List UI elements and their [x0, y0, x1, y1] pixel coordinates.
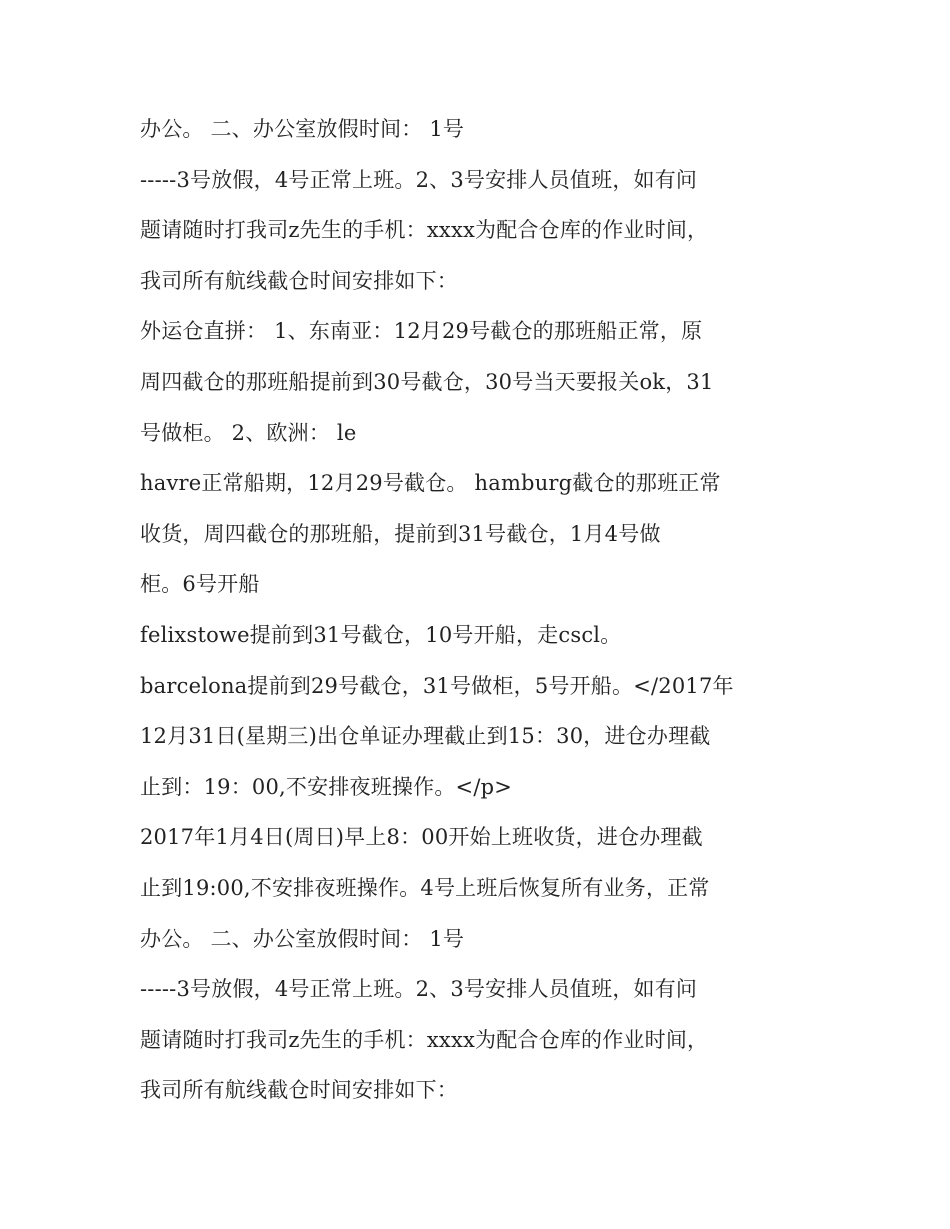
text-line: 止到：19：00,不安排夜班操作。</p>: [140, 774, 513, 799]
text-line: 题请随时打我司z先生的手机：xxxx为配合仓库的作业时间，: [140, 1027, 709, 1052]
text-line: 我司所有航线截仓时间安排如下：: [140, 268, 458, 293]
text-line: havre正常船期，12月29号截仓。 hamburg截仓的那班正常: [140, 471, 721, 496]
text-line: 题请随时打我司z先生的手机：xxxx为配合仓库的作业时间，: [140, 218, 709, 243]
text-line: 2017年1月4日(周日)早上8：00开始上班收货，进仓办理截: [140, 825, 703, 850]
text-line: 外运仓直拼： 1、东南亚：12月29号截仓的那班船正常，原: [140, 319, 703, 344]
text-line: barcelona提前到29号截仓，31号做柜，5号开船。</2017年: [140, 673, 734, 698]
text-line: -----3号放假，4号正常上班。2、3号安排人员值班，如有问: [140, 977, 698, 1002]
text-line: 柜。6号开船: [140, 572, 260, 597]
text-line: 止到19:00,不安排夜班操作。4号上班后恢复所有业务，正常: [140, 875, 710, 900]
text-line: 收货，周四截仓的那班船，提前到31号截仓，1月4号做: [140, 521, 661, 546]
text-line: -----3号放假，4号正常上班。2、3号安排人员值班，如有问: [140, 167, 698, 192]
text-line: 我司所有航线截仓时间安排如下：: [140, 1078, 458, 1103]
text-line: 周四截仓的那班船提前到30号截仓，30号当天要报关ok，31: [140, 369, 714, 394]
body-text: [140, 104, 820, 1116]
text-line: 号做柜。 2、欧洲： le: [140, 420, 357, 445]
text-line: 办公。 二、办公室放假时间： 1号: [140, 926, 465, 951]
text-line: 12月31日(星期三)出仓单证办理截止到15：30，进仓办理截: [140, 724, 711, 749]
text-line: felixstowe提前到31号截仓，10号开船，走cscl。: [140, 622, 622, 647]
text-line: 办公。 二、办公室放假时间： 1号: [140, 117, 465, 141]
